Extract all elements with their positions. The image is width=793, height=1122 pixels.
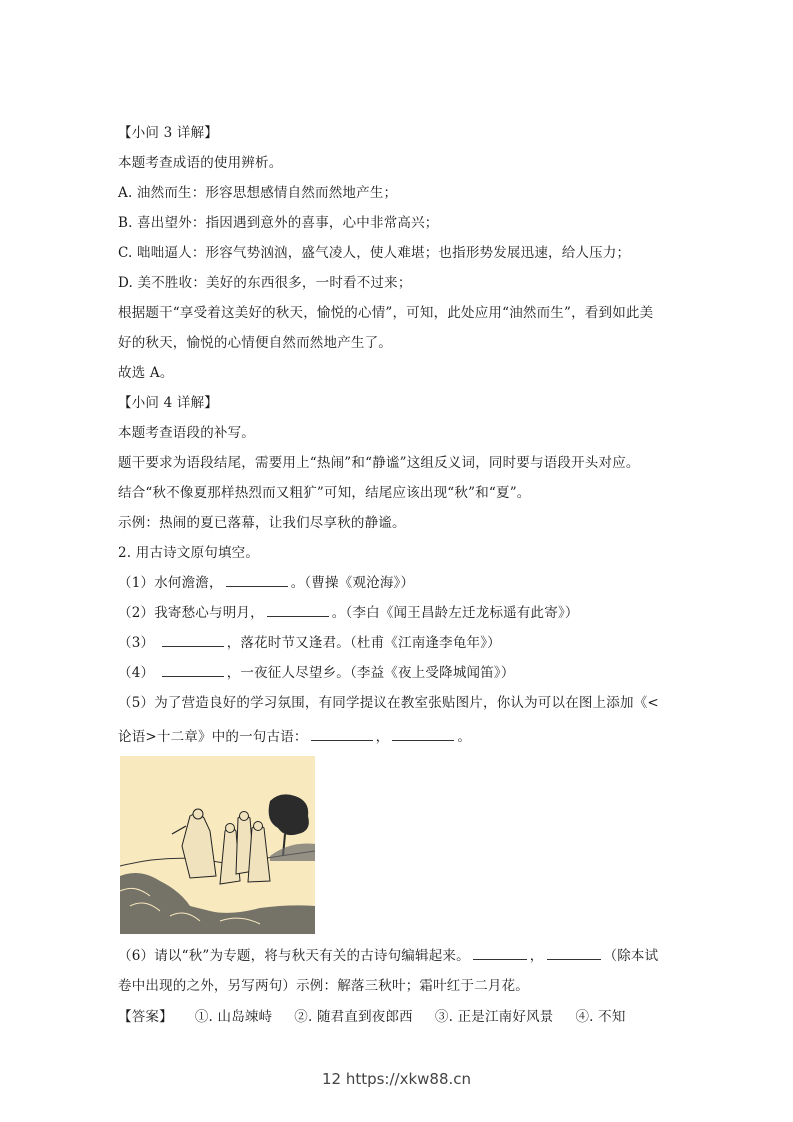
question2-title: 2. 用古诗文原句填空。 (118, 545, 260, 561)
fill-blank-2[interactable] (267, 604, 329, 617)
q4-heading: 【小问 4 详解】 (118, 395, 218, 411)
item-6-sep: ， (529, 948, 544, 964)
fill-blank-3[interactable] (162, 634, 224, 647)
question2-item-6-line1 (118, 947, 658, 965)
item-5-prefix: 论语>十二章》中的一句古语： (118, 729, 308, 745)
q3-option-a: A. 油然而生：形容思想感情自然而然地产生； (118, 185, 398, 201)
answer-label: 【答案】 (118, 1009, 173, 1025)
answer-item-2: ②. 随君直到夜郎西 (294, 1009, 413, 1025)
answer-item-1: ①. 山岛竦峙 (194, 1009, 273, 1025)
q3-option-d: D. 美不胜收：美好的东西很多，一时看不过来； (118, 275, 412, 291)
item-5-sep: ， (375, 729, 390, 745)
question2-item-3 (118, 634, 501, 652)
q3-intro: 本题考查成语的使用辨析。 (118, 155, 283, 171)
fill-blank-1[interactable] (226, 574, 288, 587)
item-5-end: 。 (457, 729, 472, 745)
item-6-suffix: （除本试 (603, 948, 659, 964)
q3-option-b: B. 喜出望外：指因遇到意外的喜事，心中非常高兴； (118, 215, 439, 231)
item-6-prefix: （6）请以“秋”为专题，将与秋天有关的古诗句编辑起来。 (118, 948, 470, 964)
item-1-prefix: （1）水何澹澹， (118, 575, 223, 591)
q4-line1: 题干要求为语段结尾，需要用上“热闹”和“静谧”这组反义词，同时要与语段开头对应。 (118, 455, 640, 471)
q4-line2: 结合“秋不像夏那样热烈而又粗犷”可知，结尾应该出现“秋”和“夏”。 (118, 485, 531, 501)
question2-item-2 (118, 604, 579, 622)
confucius-illustration (120, 756, 315, 934)
answer-line (118, 1008, 626, 1026)
item-1-suffix: 。（曹操《观沧海》） (290, 575, 415, 591)
item-3-suffix: ，落花时节又逢君。（杜甫《江南逢李龟年》） (226, 635, 501, 651)
answer-item-3: ③. 正是江南好风景 (434, 1009, 554, 1025)
question2-item-4 (118, 664, 515, 682)
fill-blank-6a[interactable] (473, 947, 527, 960)
fill-blank-5b[interactable] (392, 728, 454, 741)
fill-blank-5a[interactable] (311, 728, 373, 741)
item-2-prefix: （2）我寄愁心与明月， (118, 605, 264, 621)
q3-option-c: C. 咄咄逼人：形容气势汹汹，盛气凌人，使人难堪；也指形势发展迅速，给人压力； (118, 245, 631, 261)
question2-item-6-line2: 卷中出现的之外，另写两句）示例：解落三秋叶；霜叶红于二月花。 (118, 978, 529, 994)
question2-item-1 (118, 574, 414, 592)
fill-blank-4[interactable] (162, 664, 224, 677)
q3-conclusion: 故选 A。 (118, 365, 174, 381)
answer-item-4: ④. 不知 (575, 1009, 626, 1025)
q4-example: 示例：热闹的夏已落幕，让我们尽享秋的静谧。 (118, 515, 406, 531)
q3-heading: 【小问 3 详解】 (118, 125, 218, 141)
item-2-suffix: 。（李白《闻王昌龄左迁龙标遥有此寄》） (331, 605, 579, 621)
item-4-prefix: （4） (118, 665, 159, 681)
illustration-drawing (120, 756, 315, 934)
q3-analysis-line2: 好的秋天，愉悦的心情便自然而然地产生了。 (118, 335, 392, 351)
page-footer: 12 https://xkw88.cn (321, 1070, 472, 1088)
fill-blank-6b[interactable] (547, 947, 601, 960)
q3-analysis-line1: 根据题干“享受着这美好的秋天，愉悦的心情”，可知，此处应用“油然而生”，看到如此美 (118, 305, 654, 321)
q4-intro: 本题考查语段的补写。 (118, 425, 255, 441)
item-3-prefix: （3） (118, 635, 159, 651)
question2-item-5-line2 (118, 728, 471, 746)
question2-item-5-line1: （5）为了营造良好的学习氛围，有同学提议在教室张贴图片，你认为可以在图上添加《< (118, 695, 659, 711)
item-4-suffix: ，一夜征人尽望乡。（李益《夜上受降城闻笛》） (226, 665, 515, 681)
